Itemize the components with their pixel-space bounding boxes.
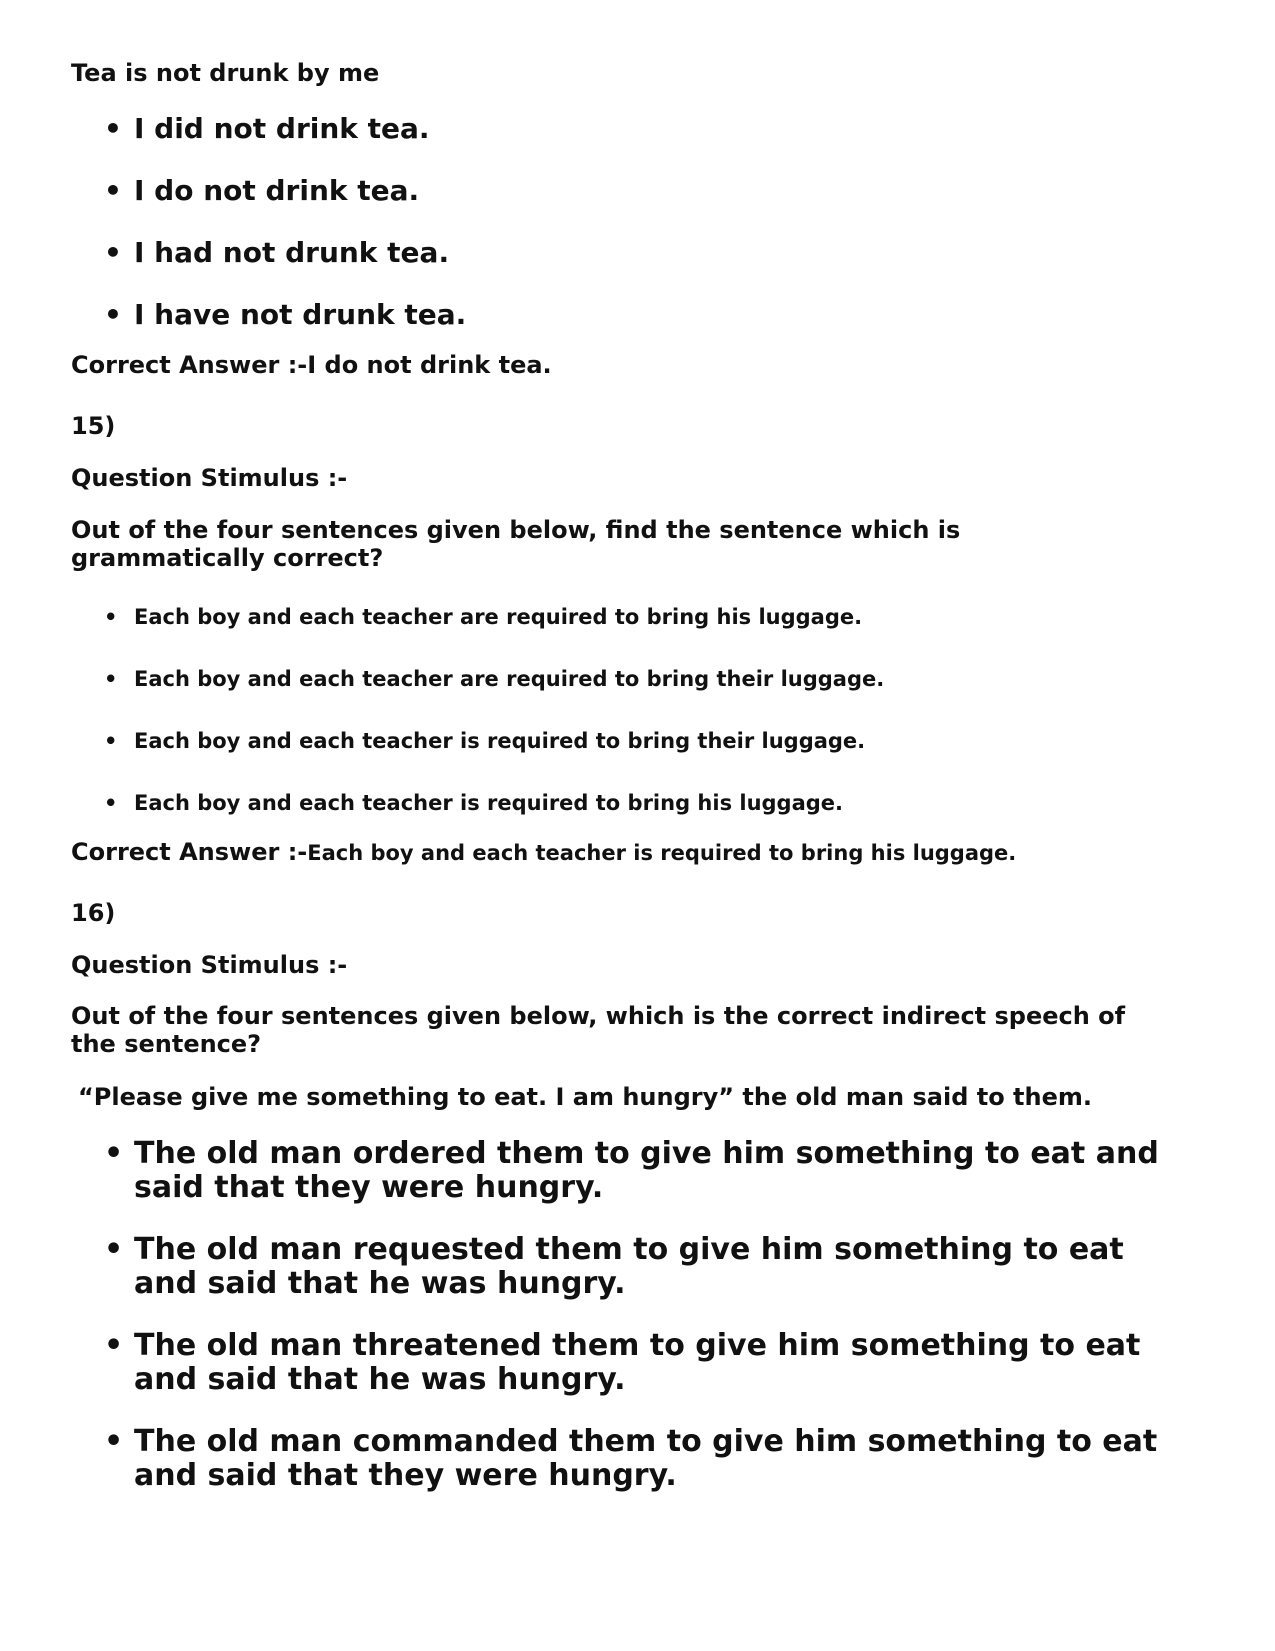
q16-option-4 (0, 1425, 1194, 1521)
q14-stem: Tea is not drunk by me (71, 59, 380, 87)
q15-option-text: Each boy and each teacher is required to bring his luggage. (134, 791, 844, 815)
q16-option-1 (0, 1137, 1194, 1233)
q16-option-text: The old man ordered them to give him something to eat and said that they were hungry. (134, 1136, 1159, 1205)
q16-quote: “Please give me something to eat. I am hungry” the old man said to them. (78, 1083, 1092, 1111)
bullet-icon: • (104, 112, 122, 145)
q15-options (0, 604, 884, 852)
bullet-icon: • (104, 791, 118, 815)
q15-question: Out of the four sentences given below, find the sentence which is grammatically correct? (71, 516, 961, 572)
q14-option-1 (0, 112, 466, 174)
bullet-icon: • (104, 1136, 124, 1171)
answer-text: Each boy and each teacher is required to bring his luggage. (307, 841, 1017, 865)
answer-label: Correct Answer :- (71, 838, 308, 866)
q14-correct-answer (71, 350, 552, 380)
bullet-icon: • (104, 298, 122, 331)
q16-option-text: The old man requested them to give him something to eat and said that he was hungry. (134, 1232, 1124, 1301)
q15-option-text: Each boy and each teacher is required to bring their luggage. (134, 729, 866, 753)
q15-option-3 (0, 728, 884, 790)
q14-option-text: I do not drink tea. (134, 174, 420, 207)
q16-option-2 (0, 1233, 1194, 1329)
q15-number: 15) (71, 412, 116, 440)
q14-option-text: I have not drunk tea. (134, 298, 467, 331)
q14-option-text: I had not drunk tea. (134, 236, 450, 269)
bullet-icon: • (104, 605, 118, 629)
q14-option-3 (0, 236, 466, 298)
q16-number: 16) (71, 899, 116, 927)
q16-options (0, 1137, 1194, 1521)
q15-option-text: Each boy and each teacher are required to bring their luggage. (134, 667, 885, 691)
q15-option-1 (0, 604, 884, 666)
bullet-icon: • (104, 667, 118, 691)
bullet-icon: • (104, 1232, 124, 1267)
bullet-icon: • (104, 236, 122, 269)
bullet-icon: • (104, 729, 118, 753)
q15-option-2 (0, 666, 884, 728)
q15-option-text: Each boy and each teacher are required to bring his luggage. (134, 605, 863, 629)
answer-label: Correct Answer :- (71, 351, 308, 379)
answer-text: I do not drink tea. (307, 351, 552, 379)
q14-option-text: I did not drink tea. (134, 112, 430, 145)
q14-options (0, 112, 466, 360)
q16-question: Out of the four sentences given below, which is the correct indirect speech of the sentence? (71, 1002, 1126, 1058)
q16-option-text: The old man threatened them to give him something to eat and said that he was hungry. (134, 1328, 1141, 1397)
q15-correct-answer (71, 837, 1016, 868)
q16-stimulus-label: Question Stimulus :- (71, 951, 348, 979)
q15-stimulus-label: Question Stimulus :- (71, 464, 348, 492)
bullet-icon: • (104, 1328, 124, 1363)
q16-option-text: The old man commanded them to give him something to eat and said that they were hungry. (134, 1424, 1158, 1493)
q16-option-3 (0, 1329, 1194, 1425)
bullet-icon: • (104, 1424, 124, 1459)
bullet-icon: • (104, 174, 122, 207)
q14-option-2 (0, 174, 466, 236)
